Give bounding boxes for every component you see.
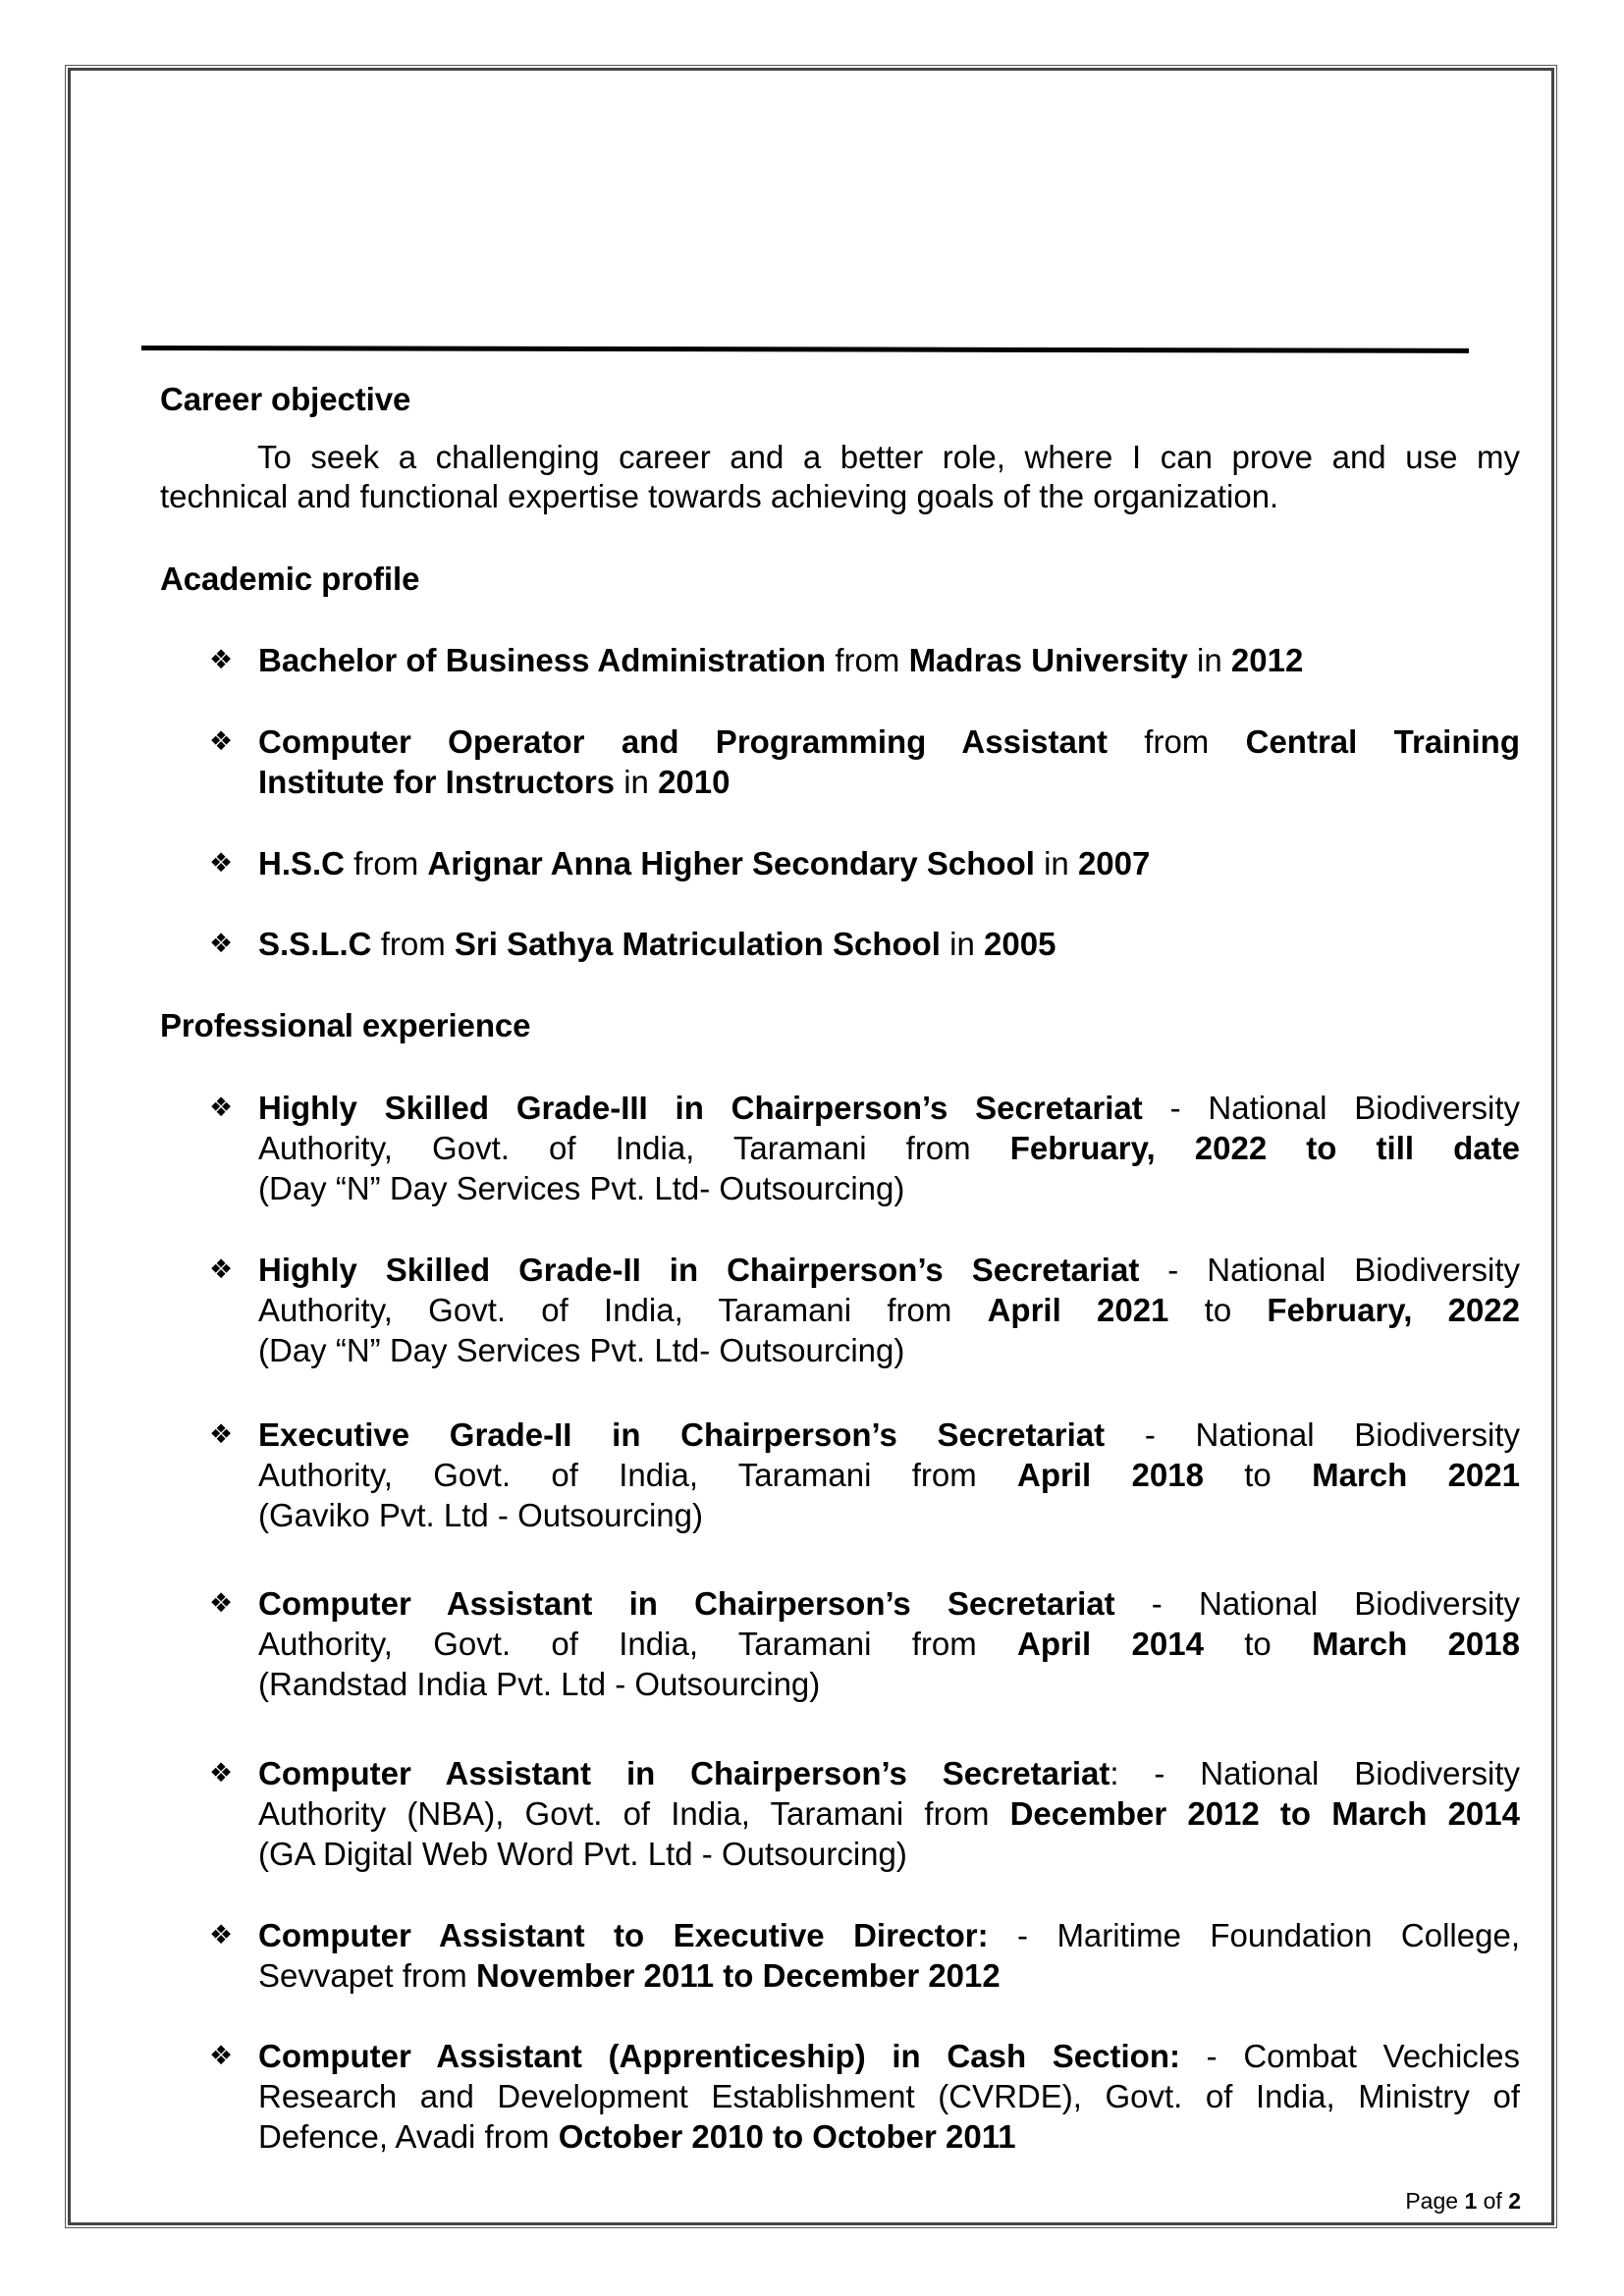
bold-text-run: Arignar Anna Higher Secondary School (427, 845, 1035, 881)
text-run: (Gaviko Pvt. Ltd - Outsourcing) (258, 1497, 703, 1533)
bold-text-run: 2005 (984, 926, 1056, 962)
text-line (258, 721, 1520, 762)
text-line (258, 1330, 1520, 1370)
text-line (258, 1290, 1520, 1330)
text-line (258, 924, 1520, 964)
text-run: To seek a challenging career and a better role, where I can prove and use my (257, 439, 1520, 475)
text-run: to (1203, 1626, 1313, 1662)
text-line (258, 1793, 1520, 1834)
text-run: to (1168, 1292, 1268, 1328)
diamond-bullet-icon: ❖ (209, 1255, 234, 1285)
text-run: Defence, Avadi from (258, 2118, 559, 2155)
bold-text-run: December 2012 to March 2014 (1009, 1795, 1520, 1832)
bold-text-run: S.S.L.C (258, 926, 372, 962)
page-label: Page (1405, 2188, 1459, 2214)
academic-text (258, 924, 1520, 964)
bold-text-run: Highly Skilled Grade-III in Chairperson’s Secretariat (258, 1090, 1143, 1126)
text-run: - National Biodiversity (1142, 1090, 1520, 1126)
bold-text-run: Highly Skilled Grade-II in Chairperson’s Secretariat (258, 1252, 1140, 1288)
text-run: Sevvapet from (258, 1957, 476, 1994)
text-run: - National Biodiversity (1139, 1252, 1520, 1288)
text-line (258, 2076, 1520, 2116)
text-line (258, 1664, 1520, 1704)
heading-career-objective: Career objective (160, 381, 411, 417)
text-run: Authority, Govt. of India, Taramani from (258, 1457, 1018, 1493)
experience-text (258, 1753, 1520, 1874)
academic-text (258, 721, 1520, 802)
bold-text-run: Bachelor of Business Administration (258, 642, 827, 678)
text-run: - National Biodiversity (1114, 1585, 1520, 1622)
text-run: from (1107, 723, 1246, 760)
text-run: in (940, 926, 985, 962)
bold-text-run: 2007 (1077, 845, 1151, 881)
text-line (258, 1088, 1520, 1128)
bold-text-run: Central Training (1245, 723, 1520, 760)
bold-text-run: April 2018 (1017, 1457, 1204, 1493)
text-line (258, 1915, 1520, 1955)
text-run: to (1203, 1457, 1313, 1493)
bold-text-run: February, 2022 (1267, 1292, 1521, 1328)
academic-text (258, 843, 1520, 883)
text-run: (Day “N” Day Services Pvt. Ltd- Outsourcing) (258, 1170, 905, 1206)
diamond-bullet-icon: ❖ (209, 645, 234, 675)
text-line (160, 477, 1520, 516)
text-line (258, 1753, 1520, 1793)
text-run: from (826, 642, 909, 678)
heading-academic-profile: Academic profile (160, 561, 420, 597)
bold-text-run: April 2014 (1017, 1626, 1204, 1662)
text-line (258, 1583, 1520, 1624)
of-label: of (1483, 2188, 1502, 2214)
bold-text-run: Madras University (908, 642, 1188, 678)
text-line (258, 1624, 1520, 1664)
bold-text-run: April 2021 (987, 1292, 1169, 1328)
bold-text-run: Computer Operator and Programming Assistant (258, 723, 1108, 760)
career-objective-text (160, 438, 1520, 516)
text-line (258, 2116, 1520, 2157)
text-line (258, 1955, 1520, 1996)
bold-text-run: March 2018 (1312, 1626, 1520, 1662)
text-line (258, 2036, 1520, 2076)
bold-text-run: Computer Assistant in Chairperson’s Secretariat (258, 1585, 1115, 1622)
text-run: in (1034, 845, 1078, 881)
page-number (1386, 2189, 1521, 2213)
diamond-bullet-icon: ❖ (209, 1419, 234, 1450)
text-line (258, 762, 1520, 802)
text-run: from (345, 845, 428, 881)
text-run: (Day “N” Day Services Pvt. Ltd- Outsourcing) (258, 1332, 905, 1368)
current-page: 1 (1464, 2188, 1478, 2214)
text-run: : - National Biodiversity (1110, 1755, 1521, 1791)
text-run: - Maritime Foundation College, (988, 1917, 1520, 1953)
text-line (258, 1415, 1520, 1455)
experience-text (258, 2036, 1520, 2157)
diamond-bullet-icon: ❖ (209, 1093, 234, 1123)
text-run: Authority, Govt. of India, Taramani from (258, 1292, 988, 1328)
text-run: from (371, 926, 455, 962)
text-line (258, 1455, 1520, 1495)
text-line (258, 843, 1520, 883)
bold-text-run: H.S.C (258, 845, 346, 881)
diamond-bullet-icon: ❖ (209, 1758, 234, 1789)
text-run: - National Biodiversity (1105, 1416, 1521, 1453)
text-run: Research and Development Establishment (CVRDE), Govt. of India, Ministry of (258, 2078, 1520, 2114)
bold-text-run: March 2021 (1312, 1457, 1520, 1493)
bold-text-run: Executive Grade-II in Chairperson’s Secretariat (258, 1416, 1106, 1453)
text-run: in (1187, 642, 1231, 678)
diamond-bullet-icon: ❖ (209, 848, 234, 879)
text-line (258, 1128, 1520, 1168)
diamond-bullet-icon: ❖ (209, 2041, 234, 2071)
total-pages: 2 (1508, 2188, 1521, 2214)
text-line (258, 1834, 1520, 1874)
text-run: technical and functional expertise towards achieving goals of the organization. (160, 478, 1279, 514)
diamond-bullet-icon: ❖ (209, 1588, 234, 1619)
text-line (258, 640, 1520, 680)
text-run: in (615, 764, 659, 800)
diamond-bullet-icon: ❖ (209, 726, 234, 757)
diamond-bullet-icon: ❖ (209, 929, 234, 959)
bold-text-run: February, 2022 to till date (1009, 1130, 1520, 1166)
diamond-bullet-icon: ❖ (209, 1920, 234, 1950)
text-run: - Combat Vechicles (1179, 2038, 1520, 2074)
text-run: (GA Digital Web Word Pvt. Ltd - Outsourcing) (258, 1836, 907, 1872)
experience-text (258, 1250, 1520, 1370)
bold-text-run: 2012 (1230, 642, 1304, 678)
text-run: Authority (NBA), Govt. of India, Taramani from (258, 1795, 1010, 1832)
text-line (258, 1495, 1520, 1535)
bold-text-run: Computer Assistant (Apprenticeship) in Cash Section: (258, 2038, 1180, 2074)
experience-text (258, 1583, 1520, 1704)
text-line (160, 438, 1520, 477)
text-line (258, 1250, 1520, 1290)
text-run: Authority, Govt. of India, Taramani from (258, 1626, 1018, 1662)
academic-text (258, 640, 1520, 680)
experience-text (258, 1415, 1520, 1535)
bold-text-run: November 2011 to December 2012 (475, 1957, 1001, 1994)
text-line (258, 1168, 1520, 1208)
experience-text (258, 1088, 1520, 1208)
bold-text-run: Sri Sathya Matriculation School (454, 926, 941, 962)
bold-text-run: 2010 (658, 764, 731, 800)
experience-text (258, 1915, 1520, 1996)
text-run: (Randstad India Pvt. Ltd - Outsourcing) (258, 1666, 821, 1702)
bold-text-run: Computer Assistant in Chairperson’s Secretariat (258, 1755, 1110, 1791)
text-run: Authority, Govt. of India, Taramani from (258, 1130, 1010, 1166)
bold-text-run: October 2010 to October 2011 (558, 2118, 1016, 2155)
heading-professional-experience: Professional experience (160, 1007, 531, 1043)
bold-text-run: Institute for Instructors (258, 764, 616, 800)
bold-text-run: Computer Assistant to Executive Director: (258, 1917, 989, 1953)
